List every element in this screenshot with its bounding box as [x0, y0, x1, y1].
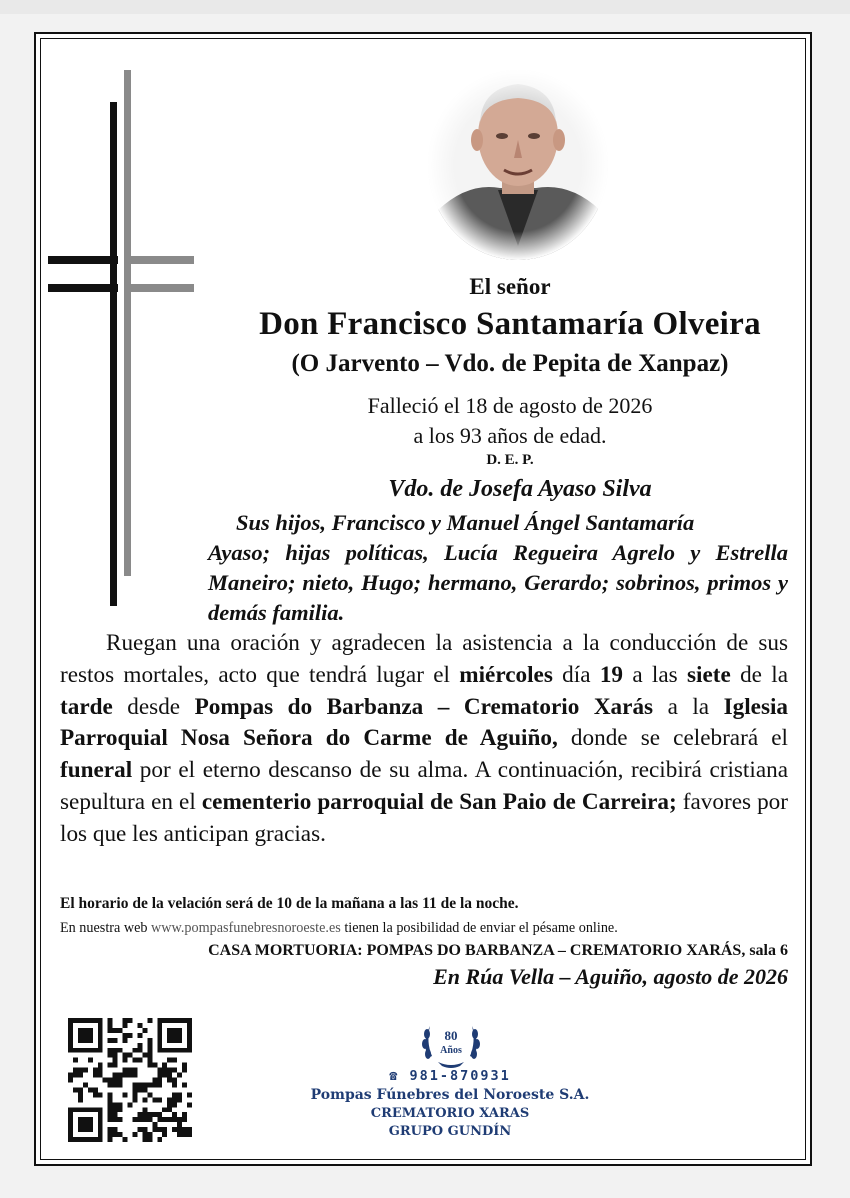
qr-code[interactable]	[68, 1018, 192, 1142]
title-prefix: El señor	[469, 274, 551, 299]
deceased-name: Don Francisco Santamaría Olveira	[259, 306, 761, 342]
bold-segment: Iglesia Parroquial Nosa Señora do Carme de Aguiño,	[60, 693, 789, 752]
text-segment: Ruegan una oración y agradecen la asistencia a la conducción de sus restos mortales, acto que tendrá lugar el	[60, 630, 788, 688]
death-date: Falleció el 18 de agosto de 2026	[367, 393, 653, 418]
web-note	[60, 920, 800, 937]
text-segment: donde se celebrará el	[557, 725, 788, 752]
funeral-home: CASA MORTUORIA: POMPAS DO BARBANZA – CREMATORIO XARÁS, sala 6	[208, 942, 788, 959]
company-name: Pompas Fúnebres del Noroeste S.A.	[310, 1087, 590, 1103]
emblem-number: 80	[444, 1028, 458, 1043]
bold-segment: funeral	[60, 757, 133, 784]
family-line-rest: Ayaso; hijas políticas, Lucía Regueira Agrelo y Estrella Maneiro; nieto, Hugo; hermano, Gerardo; sobrinos, primos y demás familia.	[208, 540, 788, 625]
anniversary-emblem-icon	[420, 1014, 482, 1070]
widower-of: Vdo. de Josefa Ayaso Silva	[388, 476, 652, 502]
group-name: GRUPO GUNDÍN	[388, 1124, 512, 1139]
web-link[interactable]: www.pompasfunebresnoroeste.es	[151, 920, 341, 936]
crematorium-name: CREMATORIO XARAS	[370, 1106, 530, 1121]
ceremony-paragraph	[60, 628, 788, 851]
age-at-death: a los 93 años de edad.	[413, 423, 607, 448]
rip-text: D. E. P.	[486, 452, 534, 468]
phone-number: 981-870931	[409, 1068, 511, 1084]
phone-icon: ☎	[389, 1068, 400, 1084]
text-segment: favores por los que les anticipan gracias.	[60, 788, 788, 847]
web-note-suffix: tienen la posibilidad de enviar el pésame online.	[340, 920, 618, 936]
bold-segment: Pompas do Barbanza – Crematorio Xarás	[194, 693, 654, 720]
bold-segment: tarde	[60, 693, 113, 720]
text-segment: a las	[623, 661, 687, 688]
text-segment: desde	[112, 693, 195, 720]
bold-segment: siete	[686, 661, 731, 688]
place-and-date: En Rúa Vella – Aguiño, agosto de 2026	[433, 964, 788, 989]
wake-hours: El horario de la velación será de 10 de la mañana a las 11 de la noche.	[60, 895, 519, 912]
web-note-prefix: En nuestra web	[60, 920, 152, 936]
family-line-first: Sus hijos, Francisco y Manuel Ángel Santamaría	[236, 510, 695, 535]
text-segment: día	[552, 661, 600, 688]
text-segment: por el eterno descanso de su alma. A continuación, recibirá cristiana sepultura en el	[60, 757, 788, 815]
bold-segment: miércoles	[459, 661, 553, 688]
emblem-word: Años	[440, 1045, 462, 1056]
text-segment: de la	[730, 661, 788, 688]
text-segment: a la	[653, 693, 724, 720]
phone-line	[300, 1068, 600, 1084]
family-list	[208, 508, 788, 628]
bold-segment: 19	[599, 661, 624, 688]
bold-segment: cementerio parroquial de San Paio de Carreira;	[201, 788, 677, 815]
top-bar	[0, 0, 850, 14]
portrait-photo	[428, 70, 608, 260]
deceased-alias: (O Jarvento – Vdo. de Pepita de Xanpaz)	[291, 350, 729, 377]
